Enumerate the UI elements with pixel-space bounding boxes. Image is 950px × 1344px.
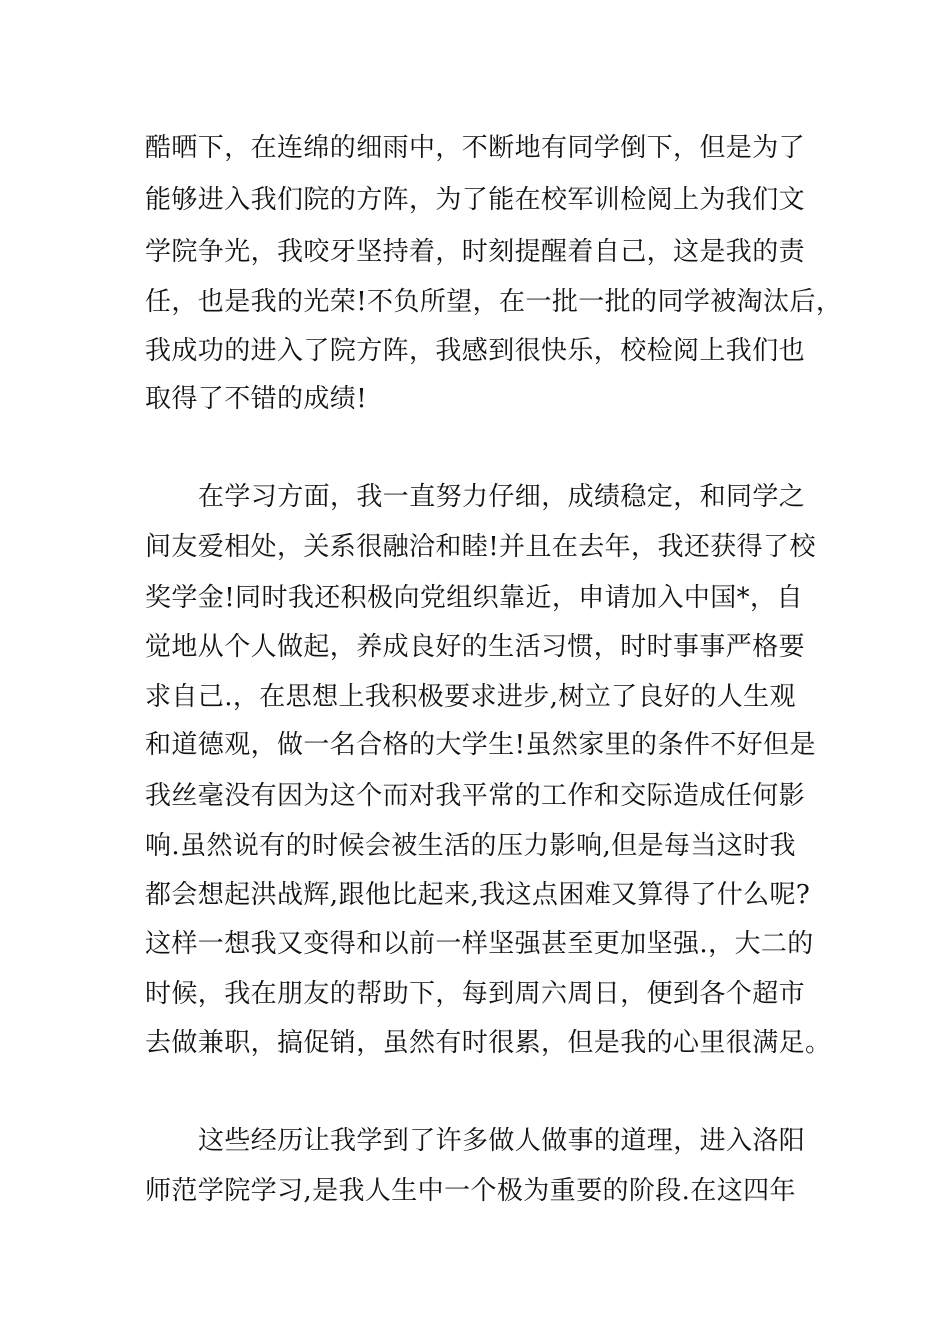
text-line: 时候，我在朋友的帮助下，每到周六周日，便到各个超市	[145, 979, 806, 1009]
text-line: 觉地从个人做起，养成良好的生活习惯，时时事事严格要	[145, 632, 806, 662]
text-line: 取得了不错的成绩!	[145, 384, 368, 414]
text-line: 都会想起洪战辉,跟他比起来,我这点困难又算得了什么呢?	[145, 880, 811, 910]
text-line: 间友爱相处，关系很融洽和睦!并且在去年，我还获得了校	[145, 532, 816, 562]
text-line: 我成功的进入了院方阵，我感到很快乐，校检阅上我们也	[145, 336, 806, 366]
text-line: 这样一想我又变得和以前一样坚强甚至更加坚强.，大二的	[145, 929, 814, 959]
text-line: 在学习方面，我一直努力仔细，成绩稳定，和同学之	[198, 482, 806, 512]
text-line: 这些经历让我学到了许多做人做事的道理，进入洛阳	[198, 1126, 806, 1156]
text-line: 我丝毫没有因为这个而对我平常的工作和交际造成任何影	[145, 781, 806, 811]
text-line: 求自己.，在思想上我积极要求进步,树立了良好的人生观	[145, 682, 796, 712]
text-line: 奖学金!同时我还积极向党组织靠近，申请加入中国*，自	[145, 583, 803, 613]
text-line: 任，也是我的光荣!不负所望，在一批一批的同学被淘汰后，	[145, 287, 843, 317]
text-line: 学院争光，我咬牙坚持着，时刻提醒着自己，这是我的责	[145, 237, 806, 267]
text-line: 能够进入我们院的方阵，为了能在校军训检阅上为我们文	[145, 185, 806, 215]
text-line: 响.虽然说有的时候会被生活的压力影响,但是每当这时我	[145, 831, 796, 861]
text-line: 师范学院学习,是我人生中一个极为重要的阶段.在这四年	[145, 1176, 796, 1206]
text-line: 和道德观，做一名合格的大学生!虽然家里的条件不好但是	[145, 730, 816, 760]
text-line: 去做兼职，搞促销，虽然有时很累，但是我的心里很满足。	[145, 1028, 832, 1058]
text-line: 酷晒下，在连绵的细雨中，不断地有同学倒下，但是为了	[145, 133, 806, 163]
